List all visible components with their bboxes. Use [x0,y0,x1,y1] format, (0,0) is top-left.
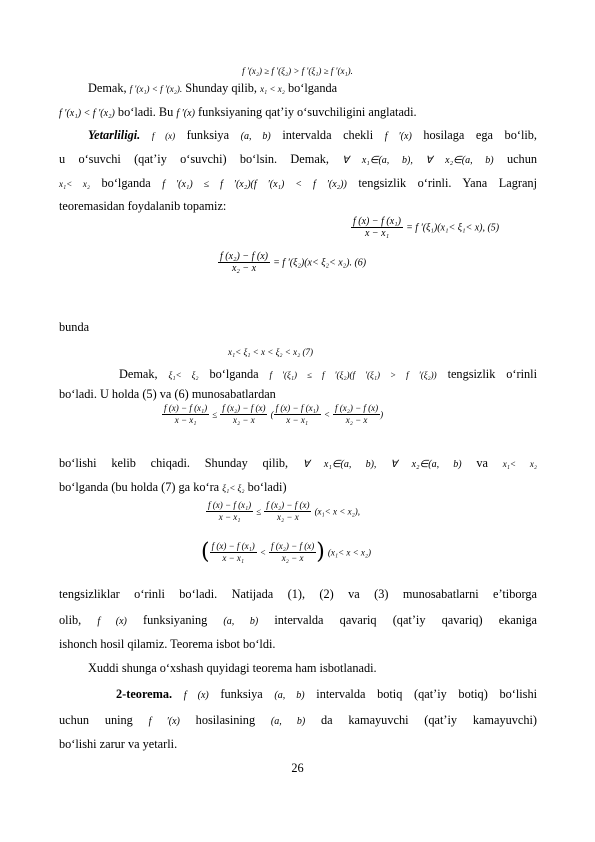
fraction [220,403,267,426]
denominator: x − x₁ [174,415,197,425]
text-line [88,127,537,145]
fraction [351,216,403,239]
text-line [59,736,177,752]
formula: f ′(x) [148,716,180,727]
text: u o‘suvchi (qat’iy o‘suvchi) bo‘lsin. Demak, [59,152,329,166]
formula: x₁< x₂ [59,179,91,189]
numerator: f (x₂) − f (x) [334,403,379,413]
formula: (a, b) [240,131,271,142]
formula: (a, b) [274,690,305,701]
text: bo‘lganda [101,176,151,190]
numerator: f (x) − f (x₁) [275,403,319,413]
text-line [59,586,537,602]
numerator: f (x) − f (x₁) [353,216,401,227]
formula: = f ′(ξ₂)(x< ξ₂< x₂). (6) [273,257,367,269]
text: funksiyaning [143,613,208,627]
text: tengsizlik o‘rinli [447,367,537,381]
text: va [476,456,488,470]
text: Xuddi shunga o‘xshash quyidagi teorema ham isbotlanadi. [88,661,377,675]
inequality-1: $\frac{\text{f (x) − f (x₁)}}{\text{x − x₁}}$ ≤ $\frac{\text{f (x₂) − f (x)}}{\text{x₂ − x}}$ ( $\frac{\text{f (x) − f (x₁)}}{\text{x − x₁}}$ < $\frac{\text{f (x₂) − f (x)}}{\text{x₂ − x}}$ ) [164,403,384,425]
text: bo‘ladi. U holda (5) va (6) munosabatlardan [59,387,276,401]
formula: f ′(x₂) ≥ f ′(ξ₂) > f ′(ξ₁) ≥ f ′(x₁). [242,66,353,76]
fraction [333,403,380,426]
formula: f ′(x₁) ≤ f ′(x₂)(f ′(x₁) < f ′(x₂)) [162,179,347,190]
denominator: x − x₁ [218,512,241,522]
text-line [59,479,287,496]
inequality-2 [206,500,360,523]
text-line [59,386,276,402]
text: tengsizliklar o‘rinli bo‘ladi. Natijada (1), (2) va (3) munosabatlarni e’tiborga [59,587,537,601]
formula: x₁< x₂ [502,459,537,469]
text: bo‘lganda [209,367,259,381]
text: bo‘ladi) [247,480,287,494]
text: hosilaga ega bo‘lib, [423,128,537,142]
text: uchun [506,152,537,166]
formula: (x₁< x < x₂) [327,547,372,558]
denominator: x − x₁ [286,415,308,425]
fraction [269,541,316,564]
denominator: x − x₁ [222,553,245,563]
text: funksiyaning qat’iy o‘suvchiligini anglatadi. [198,105,417,119]
numerator: f (x₂) − f (x) [222,403,266,413]
text: bo‘ladi. Bu [117,105,174,119]
text: bo‘lishi zarur va yetarli. [59,737,178,751]
text: Demak, [88,81,127,95]
fraction [210,541,257,564]
equation-7 [228,343,313,360]
formula: f ′(x) [384,131,412,142]
page-number [0,760,595,776]
fraction [264,500,311,523]
text: hosilasining [195,713,256,727]
denominator: x₂ − x [233,415,255,425]
text: Demak, [119,367,158,381]
text: bo‘lganda (bu holda (7) ga ko‘ra [59,480,220,494]
text: ishonch hosil qilamiz. Teorema isbot bo‘ldi. [59,637,276,651]
formula: f (x) [183,690,209,701]
heading: Yetarliligi. [88,128,141,142]
formula: ξ₁< ξ₂ [168,370,199,380]
formula: f ′(x₁) < f ′(x₂). [129,84,183,94]
formula: = f ′(ξ₁)(x₁< ξ₁< x), (5) [406,222,500,234]
formula: ∀ x₁∈(a, b), ∀ x₂∈(a, b) [342,155,494,166]
formula: f (x) [151,131,176,141]
text-line [59,319,89,335]
text-line [59,712,537,730]
formula: ∀ x₁∈(a, b), ∀ x₂∈(a, b) [302,459,462,470]
numerator: f (x) − f (x₁) [208,500,252,510]
denominator: x₂ − x [345,415,368,425]
text: funksiya [220,687,263,701]
formula: f (x) [97,616,127,627]
formula: x₁< ξ₁ < x < ξ₂ < x₂ (7) [228,347,313,357]
theorem-title: 2-teorema. [116,687,173,701]
numerator: f (x) − f (x₁) [211,541,255,551]
text: intervalda chekli [282,128,374,142]
text: intervalda botiq (qat’iy botiq) bo‘lishi [316,687,538,701]
formula: f ′(ξ₁) ≤ f ′(ξ₂)(f ′(ξ₁) > f ′(ξ₂)) [269,370,437,380]
page-number-text: 26 [291,761,304,775]
formula: x₁ < x₂ [260,84,285,94]
operator: < [259,547,266,558]
text-line [119,366,537,383]
text-line [59,636,275,652]
text: bunda [59,320,90,334]
text-line [59,455,537,473]
numerator: f (x) − f (x₁) [164,403,208,413]
formula: (a, b) [270,716,306,727]
text-line [59,151,537,169]
fraction [274,403,321,426]
denominator: x₂ − x [231,263,257,274]
numerator: f (x₂) − f (x) [271,541,315,551]
denominator: x − x₁ [364,228,390,239]
fraction [206,500,253,523]
numerator: f (x₂) − f (x) [266,500,310,510]
equation-6 [218,251,366,274]
text: bo‘lganda [287,81,338,95]
text-line [59,612,537,630]
formula: (a, b) [223,616,259,627]
text: funksiya [186,128,230,142]
fraction [162,403,209,426]
inequality-3: ( $\frac{\text{f (x) − f (x₁)}}{\text{x − x₁}}$ < $\frac{\text{f (x₂) − f (x)}}{\text{x₂ − x}}$ ) (x₁< x < x₂) [201,539,372,565]
text-line [88,660,377,676]
denominator: x₂ − x [277,512,299,522]
text: da kamayuvchi (qat’iy kamayuvchi) [321,713,538,727]
formula: ξ₁< ξ₂ [222,483,245,493]
formula-top [0,62,595,79]
fraction [218,251,270,274]
text-line [59,104,417,122]
numerator: f (x₂) − f (x) [220,251,268,262]
text: teoremasidan foydalanib topamiz: [59,199,227,213]
text: tengsizlik o‘rinli. Yana Lagranj [358,176,537,190]
text: intervalda qavariq (qat’iy qavariq) ekaniga [274,613,538,627]
formula: f ′(x₁) < f ′(x₂) [59,108,115,119]
text-line [59,175,537,193]
text-line [59,198,226,214]
operator: ≤ [212,409,218,420]
text: uchun uning [59,713,133,727]
text: olib, [59,613,82,627]
operator: < [323,409,330,420]
text: Shunday qilib, [185,81,257,95]
formula: (x₁< x < x₂), [314,506,360,517]
text-line [88,80,337,97]
equation-5 [351,216,499,239]
text-line [116,686,537,704]
text: bo‘lishi kelib chiqadi. Shunday qilib, [59,456,289,470]
formula: f ′(x) [176,108,195,119]
operator: ≤ [256,506,262,517]
denominator: x₂ − x [281,553,304,563]
